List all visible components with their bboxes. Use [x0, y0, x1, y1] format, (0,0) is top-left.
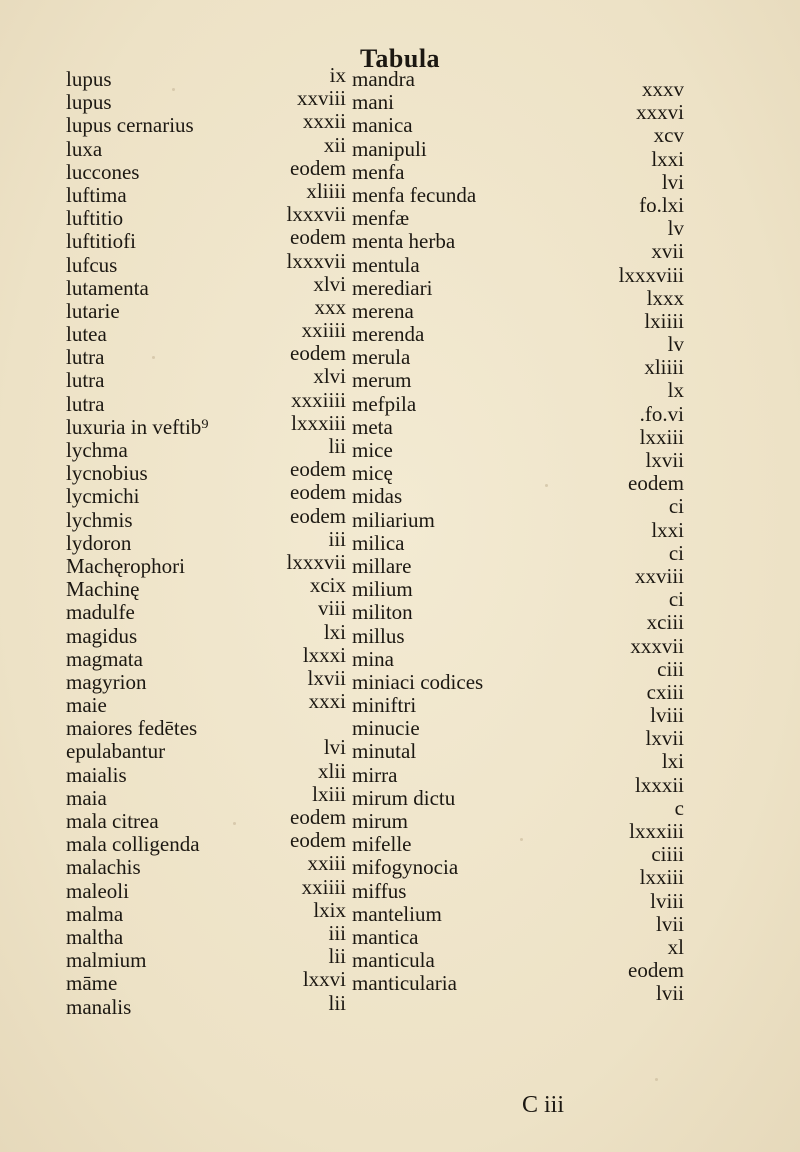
index-headword: mirum dictu — [352, 785, 456, 810]
index-reference: ciii — [657, 656, 684, 681]
index-reference: xxviii — [296, 86, 346, 111]
index-reference: lxvii — [307, 665, 346, 690]
index-headword: lutea — [66, 322, 107, 347]
index-headword: lydoron — [66, 530, 132, 555]
index-headword: lutra — [66, 345, 105, 370]
index-headword: maia — [66, 785, 107, 810]
index-headword: magidus — [66, 623, 138, 648]
index-reference: xliiii — [306, 178, 346, 203]
index-reference: lxxxii — [634, 772, 684, 797]
index-reference: c — [674, 795, 684, 820]
index-reference: lvii — [655, 911, 684, 936]
index-headword: manica — [352, 113, 413, 138]
index-reference: iii — [328, 526, 346, 551]
index-reference: xvii — [651, 239, 684, 264]
index-headword: miniftri — [352, 693, 417, 718]
index-reference: ciiii — [651, 842, 684, 867]
index-reference: eodem — [290, 503, 346, 528]
index-reference: xxiiii — [301, 318, 346, 343]
index-reference: xcv — [653, 123, 684, 148]
index-headword: merula — [352, 345, 411, 370]
index-headword: mirum — [352, 809, 408, 833]
index-reference: eodem — [290, 828, 346, 853]
index-headword: lufcus — [66, 252, 118, 277]
index-headword: mice — [352, 438, 393, 462]
index-headword: epulabantur — [66, 739, 166, 764]
index-reference: lv — [667, 216, 684, 241]
index-headword: lutra — [66, 368, 105, 393]
index-reference: lxxxi — [302, 642, 346, 667]
index-headword: mantica — [352, 924, 419, 949]
index-headword: mifogynocia — [352, 855, 459, 880]
index-headword: magyrion — [66, 669, 147, 694]
index-headword: millus — [352, 623, 405, 648]
reference-column-right — [560, 78, 684, 1006]
index-reference: lxxxiii — [629, 819, 684, 843]
index-reference: ci — [668, 494, 684, 519]
index-reference: lxxiii — [639, 424, 684, 449]
index-headword: mantelium — [352, 901, 442, 926]
index-headword: mani — [352, 90, 394, 115]
index-reference: eodem — [290, 480, 346, 505]
reference-column-left — [250, 64, 346, 1015]
index-reference: lxxxvii — [286, 248, 346, 273]
index-headword: maltha — [66, 924, 124, 949]
index-headword: miniaci codices — [352, 669, 484, 694]
index-reference: fo.lxi — [639, 192, 684, 217]
signature-mark: C iii — [522, 1092, 565, 1118]
index-reference: eodem — [290, 805, 346, 829]
index-headword: meta — [352, 414, 393, 439]
index-headword: menta herba — [352, 229, 456, 254]
index-reference: lxxxviii — [618, 262, 684, 287]
paper-spot — [152, 356, 155, 359]
index-headword: mefpila — [352, 391, 417, 416]
page-title: Tabula — [359, 44, 441, 73]
index-headword: Machinę — [66, 577, 140, 602]
index-reference: lviii — [650, 888, 684, 913]
index-reference: xxxv — [642, 77, 684, 101]
index-reference: xlii — [317, 758, 346, 783]
paper-spot — [172, 88, 175, 91]
index-reference: lxiii — [312, 781, 346, 806]
index-reference: lxiiii — [644, 308, 684, 333]
index-reference: eodem — [290, 341, 346, 366]
index-reference: lxxi — [651, 146, 684, 171]
index-reference: eodem — [290, 155, 346, 180]
index-headword: merenda — [352, 322, 425, 347]
index-headword: menfæ — [352, 206, 410, 231]
index-headword: mina — [352, 646, 394, 671]
index-headword: malachis — [66, 855, 141, 880]
index-reference: eodem — [290, 225, 346, 250]
index-headword: merena — [352, 298, 414, 323]
index-headword: merum — [352, 368, 412, 393]
index-reference: eodem — [628, 958, 684, 983]
index-reference: lxxxvii — [286, 202, 346, 227]
index-headword: mirra — [352, 762, 398, 787]
index-reference: xlvi — [313, 271, 346, 296]
index-reference: lii — [328, 990, 346, 1015]
index-headword: manticula — [352, 948, 435, 973]
index-reference: cxiii — [646, 679, 684, 704]
index-reference: lii — [328, 434, 346, 458]
index-reference: lxxi — [651, 517, 684, 542]
index-reference: xciii — [646, 610, 684, 635]
index-headword: manticularia — [352, 971, 457, 996]
index-reference: lxxiii — [639, 865, 684, 890]
index-reference: xxxvi — [636, 100, 684, 125]
index-headword: mala colligenda — [66, 832, 200, 857]
paper-spot — [233, 822, 236, 825]
index-reference: lx — [667, 378, 684, 403]
index-reference: lvi — [661, 169, 684, 194]
index-headword: lutra — [66, 391, 105, 416]
index-reference: xcix — [309, 573, 346, 598]
index-headword: merediari — [352, 275, 433, 300]
index-reference: xxxii — [302, 109, 346, 134]
index-reference: lxxxiii — [291, 410, 346, 435]
index-reference: eodem — [628, 471, 684, 496]
index-headword: millare — [352, 553, 412, 578]
index-reference: lxxx — [646, 285, 684, 310]
index-reference: lxi — [323, 619, 346, 644]
index-headword: lychmis — [66, 507, 133, 532]
index-headword: magmata — [66, 646, 143, 671]
index-reference: lvii — [655, 981, 684, 1006]
index-headword: maiores fedētes — [66, 716, 198, 741]
index-reference: lxxvi — [302, 967, 346, 992]
index-reference: lxi — [661, 749, 684, 774]
index-reference: xliiii — [644, 355, 684, 380]
index-reference: lxvii — [645, 726, 684, 751]
headword-column-right — [352, 68, 552, 996]
index-reference — [250, 713, 346, 736]
index-headword: mentula — [352, 252, 420, 277]
index-reference: lxxxvii — [286, 549, 346, 574]
index-headword: mifelle — [352, 832, 412, 857]
index-reference: xl — [667, 934, 684, 959]
index-headword: menfa fecunda — [352, 182, 477, 207]
index-headword: milium — [352, 577, 413, 602]
index-headword: minucie — [352, 716, 420, 741]
index-reference: lvi — [323, 735, 346, 760]
index-headword: maie — [66, 693, 107, 718]
index-headword: Machęrophori — [66, 553, 185, 578]
index-headword: māme — [66, 971, 118, 996]
index-headword: luxuria in veftib⁹ — [66, 414, 209, 439]
index-reference: ix — [329, 63, 346, 87]
index-reference: lxvii — [645, 448, 684, 472]
index-headword: lycmichi — [66, 484, 140, 509]
index-headword: maialis — [66, 762, 127, 787]
index-headword: miffus — [352, 878, 407, 903]
index-headword: lupus cernarius — [66, 113, 194, 138]
index-reference: ci — [668, 587, 684, 612]
paper-spot — [545, 484, 548, 487]
index-reference: lv — [667, 332, 684, 357]
index-headword: luccones — [66, 159, 140, 184]
index-reference: .fo.vi — [639, 401, 684, 426]
index-headword: lycnobius — [66, 461, 148, 486]
index-headword: manipuli — [352, 136, 427, 161]
index-reference: xxviii — [634, 563, 684, 588]
index-headword: menfa — [352, 159, 405, 184]
index-headword: miliarium — [352, 507, 435, 532]
index-reference: xxiiii — [301, 874, 346, 899]
paper-spot — [655, 1078, 658, 1081]
index-headword: milica — [352, 530, 405, 555]
index-reference: iii — [328, 920, 346, 945]
index-headword: luftitiofi — [66, 229, 136, 254]
index-headword: malmium — [66, 948, 147, 973]
index-reference: xxxvii — [630, 633, 684, 658]
index-reference: ci — [668, 540, 684, 565]
index-headword: madulfe — [66, 600, 135, 625]
index-headword: minutal — [352, 739, 417, 764]
index-headword: manalis — [66, 994, 132, 1019]
index-headword: mandra — [352, 67, 415, 91]
index-headword: lutarie — [66, 298, 120, 323]
index-headword: mala citrea — [66, 809, 159, 833]
headword-column-left — [66, 68, 266, 1019]
index-reference: eodem — [290, 457, 346, 482]
index-headword: luftima — [66, 182, 127, 207]
index-reference: xxxiiii — [291, 387, 346, 412]
index-headword: luftitio — [66, 206, 124, 231]
index-headword: militon — [352, 600, 413, 625]
index-headword: malma — [66, 901, 124, 926]
index-reference: lviii — [650, 703, 684, 728]
index-reference: lxix — [313, 897, 346, 922]
index-headword: lychma — [66, 438, 128, 462]
index-reference: xxx — [314, 294, 346, 319]
index-reference: xxxi — [308, 689, 346, 714]
index-reference: xii — [323, 132, 346, 157]
index-headword: luxa — [66, 136, 103, 161]
index-headword: lupus — [66, 90, 112, 115]
index-reference: viii — [317, 596, 346, 621]
index-headword: lupus — [66, 67, 112, 91]
index-headword: midas — [352, 484, 403, 509]
index-headword: lutamenta — [66, 275, 149, 300]
index-headword: maleoli — [66, 878, 129, 903]
paper-spot — [520, 838, 523, 841]
index-headword: micę — [352, 461, 393, 486]
index-reference: xlvi — [313, 364, 346, 389]
index-reference: xxiii — [307, 851, 346, 876]
index-reference: lii — [328, 944, 346, 969]
